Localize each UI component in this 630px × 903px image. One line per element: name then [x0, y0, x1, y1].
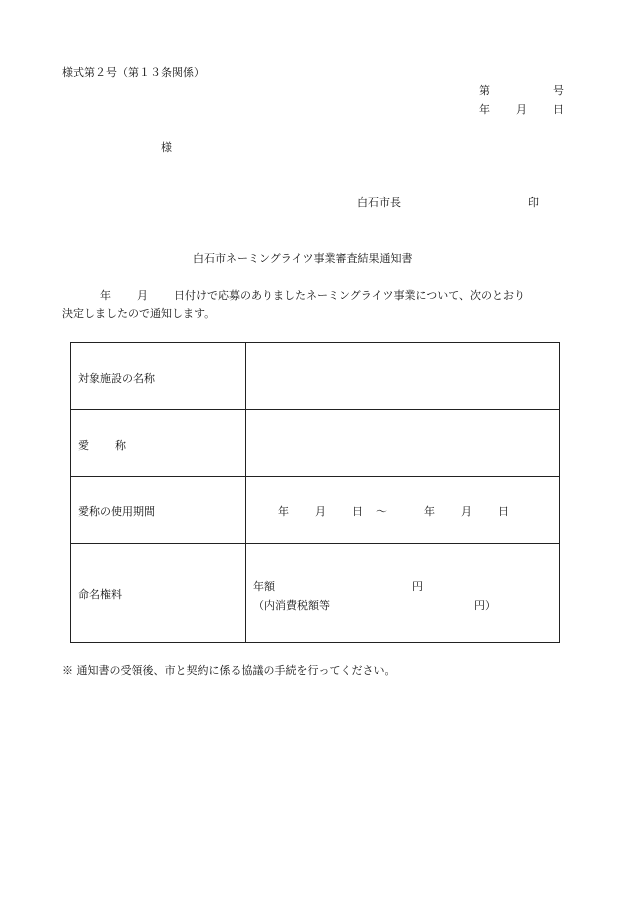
- footnote: ※ 通知書の受領後、市と契約に係る協議の手続を行ってください。: [62, 664, 396, 677]
- period-end-month: 月: [461, 505, 472, 518]
- period-tilde: ～: [376, 505, 387, 518]
- period-start-day: 日: [352, 505, 363, 518]
- table-row-period: [71, 477, 559, 544]
- table-row-nickname: [71, 410, 559, 477]
- document-title: 白石市ネーミングライツ事業審査結果通知書: [193, 252, 413, 265]
- fee-yen-label: 円: [412, 580, 423, 593]
- sender-name: 白石市長: [357, 196, 401, 209]
- label-nickname-b: 称: [115, 439, 126, 452]
- header-date-day: 日: [553, 103, 564, 116]
- doc-number-prefix: 第: [479, 84, 490, 97]
- label-nickname-a: 愛: [78, 439, 89, 452]
- table-row-facility: [71, 343, 559, 410]
- decision-table: [70, 342, 560, 643]
- body-line1: 日付けで応募のありましたネーミングライツ事業について、次のとおり: [174, 289, 526, 302]
- header-date-month: 月: [516, 103, 527, 116]
- body-date-year: 年: [100, 289, 111, 302]
- period-start-year: 年: [278, 505, 289, 518]
- form-id: 様式第２号（第１３条関係）: [62, 66, 205, 79]
- label-cell: [71, 410, 246, 476]
- label-naming-fee: 命名権料: [78, 588, 122, 601]
- doc-number-suffix: 号: [553, 84, 564, 97]
- label-cell: [71, 477, 246, 543]
- sender-seal: 印: [528, 196, 539, 209]
- label-cell: [71, 544, 246, 642]
- fee-tax-close: 円）: [474, 599, 496, 612]
- label-usage-period: 愛称の使用期間: [78, 505, 155, 518]
- label-facility-name: 対象施設の名称: [78, 372, 155, 385]
- table-row-fee: [71, 544, 559, 642]
- label-cell: [71, 343, 246, 409]
- period-end-day: 日: [498, 505, 509, 518]
- body-line2: 決定しましたので通知します。: [62, 307, 216, 320]
- period-start-month: 月: [315, 505, 326, 518]
- fee-annual-label: 年額: [253, 580, 275, 593]
- recipient-honorific: 様: [161, 141, 172, 154]
- body-date-month: 月: [137, 289, 148, 302]
- fee-tax-open: （内消費税額等: [253, 599, 330, 612]
- header-date-year: 年: [479, 103, 490, 116]
- period-end-year: 年: [424, 505, 435, 518]
